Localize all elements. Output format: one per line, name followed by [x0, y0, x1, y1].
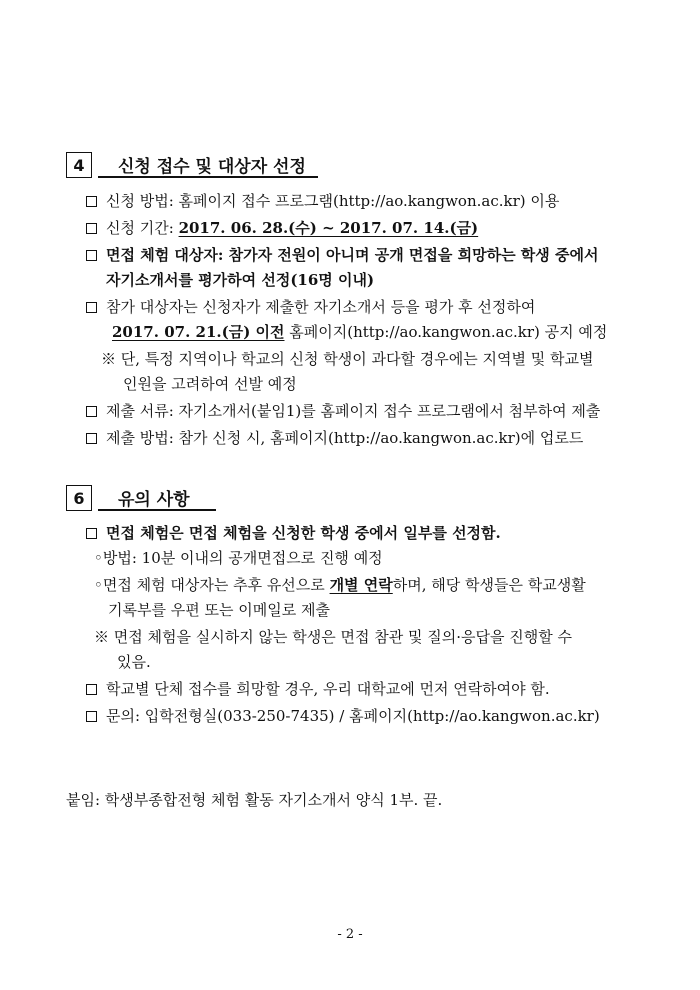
section-6-title: 유의 사항: [98, 485, 216, 511]
note-regional-line-2: 인원을 고려하여 선발 예정: [123, 375, 297, 393]
checkbox-square-icon: [86, 196, 97, 207]
list-item-inquiry: [86, 706, 600, 726]
checkbox-square-icon: [86, 711, 97, 722]
interview-contact-line-1: [94, 575, 586, 595]
checkbox-square-icon: [86, 223, 97, 234]
checkbox-square-icon: [86, 302, 97, 313]
submit-method-text: 제출 방법: 참가 신청 시, 홈페이지(http://ao.kangwon.ac.kr)에 업로드: [106, 429, 584, 447]
selection-line-2-rest: 홈페이지(http://ao.kangwon.ac.kr) 공지 예정: [284, 323, 608, 341]
contact-pre: ◦면접 체험 대상자는 추후 유선으로: [94, 576, 330, 594]
list-item-submit-method: [86, 428, 583, 448]
group-apply-text: 학교별 단체 접수를 희망할 경우, 우리 대학교에 먼저 연락하여야 함.: [106, 680, 550, 698]
interview-method-text: ◦방법: 10분 이내의 공개면접으로 진행 예정: [94, 549, 383, 567]
checkbox-square-icon: [86, 433, 97, 444]
target-line-1: 면접 체험 대상자: 참가자 전원이 아니며 공개 면접을 희망하는 학생 중에서: [106, 246, 599, 264]
section-4-number: 4: [66, 152, 92, 178]
selection-line-1: 참가 대상자는 신청자가 제출한 자기소개서 등을 평가 후 선정하여: [106, 298, 536, 316]
list-item-group-apply: [86, 679, 550, 699]
list-item-interview-selection: [86, 523, 501, 543]
apply-period-label: 신청 기간:: [106, 219, 179, 237]
section-6-number: 6: [66, 485, 92, 511]
attachment-note: 붙임: 학생부종합전형 체험 활동 자기소개서 양식 1부. 끝.: [66, 791, 443, 809]
list-item-apply-method: [86, 191, 559, 211]
list-item-apply-period: [86, 218, 478, 238]
page-number: - 2 -: [337, 927, 363, 942]
note-observation-line-2: 있음.: [117, 653, 151, 671]
interview-selection-text: 면접 체험은 면접 체험을 신청한 학생 중에서 일부를 선정함.: [106, 524, 501, 542]
contact-post: 하며, 해당 학생들은 학교생활: [392, 576, 586, 594]
apply-method-text: 신청 방법: 홈페이지 접수 프로그램(http://ao.kangwon.ac.kr) 이용: [106, 192, 560, 210]
section-4-title: 신청 접수 및 대상자 선정: [98, 152, 318, 178]
list-item-documents: [86, 401, 600, 421]
checkbox-square-icon: [86, 406, 97, 417]
checkbox-square-icon: [86, 684, 97, 695]
list-item-target: [86, 245, 598, 265]
selection-line-2: [112, 322, 607, 342]
target-line-2: 자기소개서를 평가하여 선정(16명 이내): [106, 271, 375, 289]
selection-date: 2017. 07. 21.(금) 이전: [112, 323, 285, 341]
note-observation-line-1: ※ 면접 체험을 실시하지 않는 학생은 면접 참관 및 질의·응답을 진행할 수: [94, 628, 572, 646]
contact-emphasis: 개별 연락: [329, 576, 393, 594]
interview-contact-line-2: 기록부를 우편 또는 이메일로 제출: [108, 601, 330, 619]
checkbox-square-icon: [86, 250, 97, 261]
inquiry-text: 문의: 입학전형실(033-250-7435) / 홈페이지(http://ao.kangwon.ac.kr): [106, 707, 600, 725]
apply-period-value: 2017. 06. 28.(수) ~ 2017. 07. 14.(금): [178, 219, 479, 237]
section-6-header: [66, 485, 216, 511]
note-regional-line-1: ※ 단, 특정 지역이나 학교의 신청 학생이 과다할 경우에는 지역별 및 학교별: [101, 350, 594, 368]
checkbox-square-icon: [86, 528, 97, 539]
section-4-header: [66, 152, 318, 178]
list-item-selection: [86, 297, 535, 317]
documents-text: 제출 서류: 자기소개서(붙임1)를 홈페이지 접수 프로그램에서 첨부하여 제출: [106, 402, 601, 420]
